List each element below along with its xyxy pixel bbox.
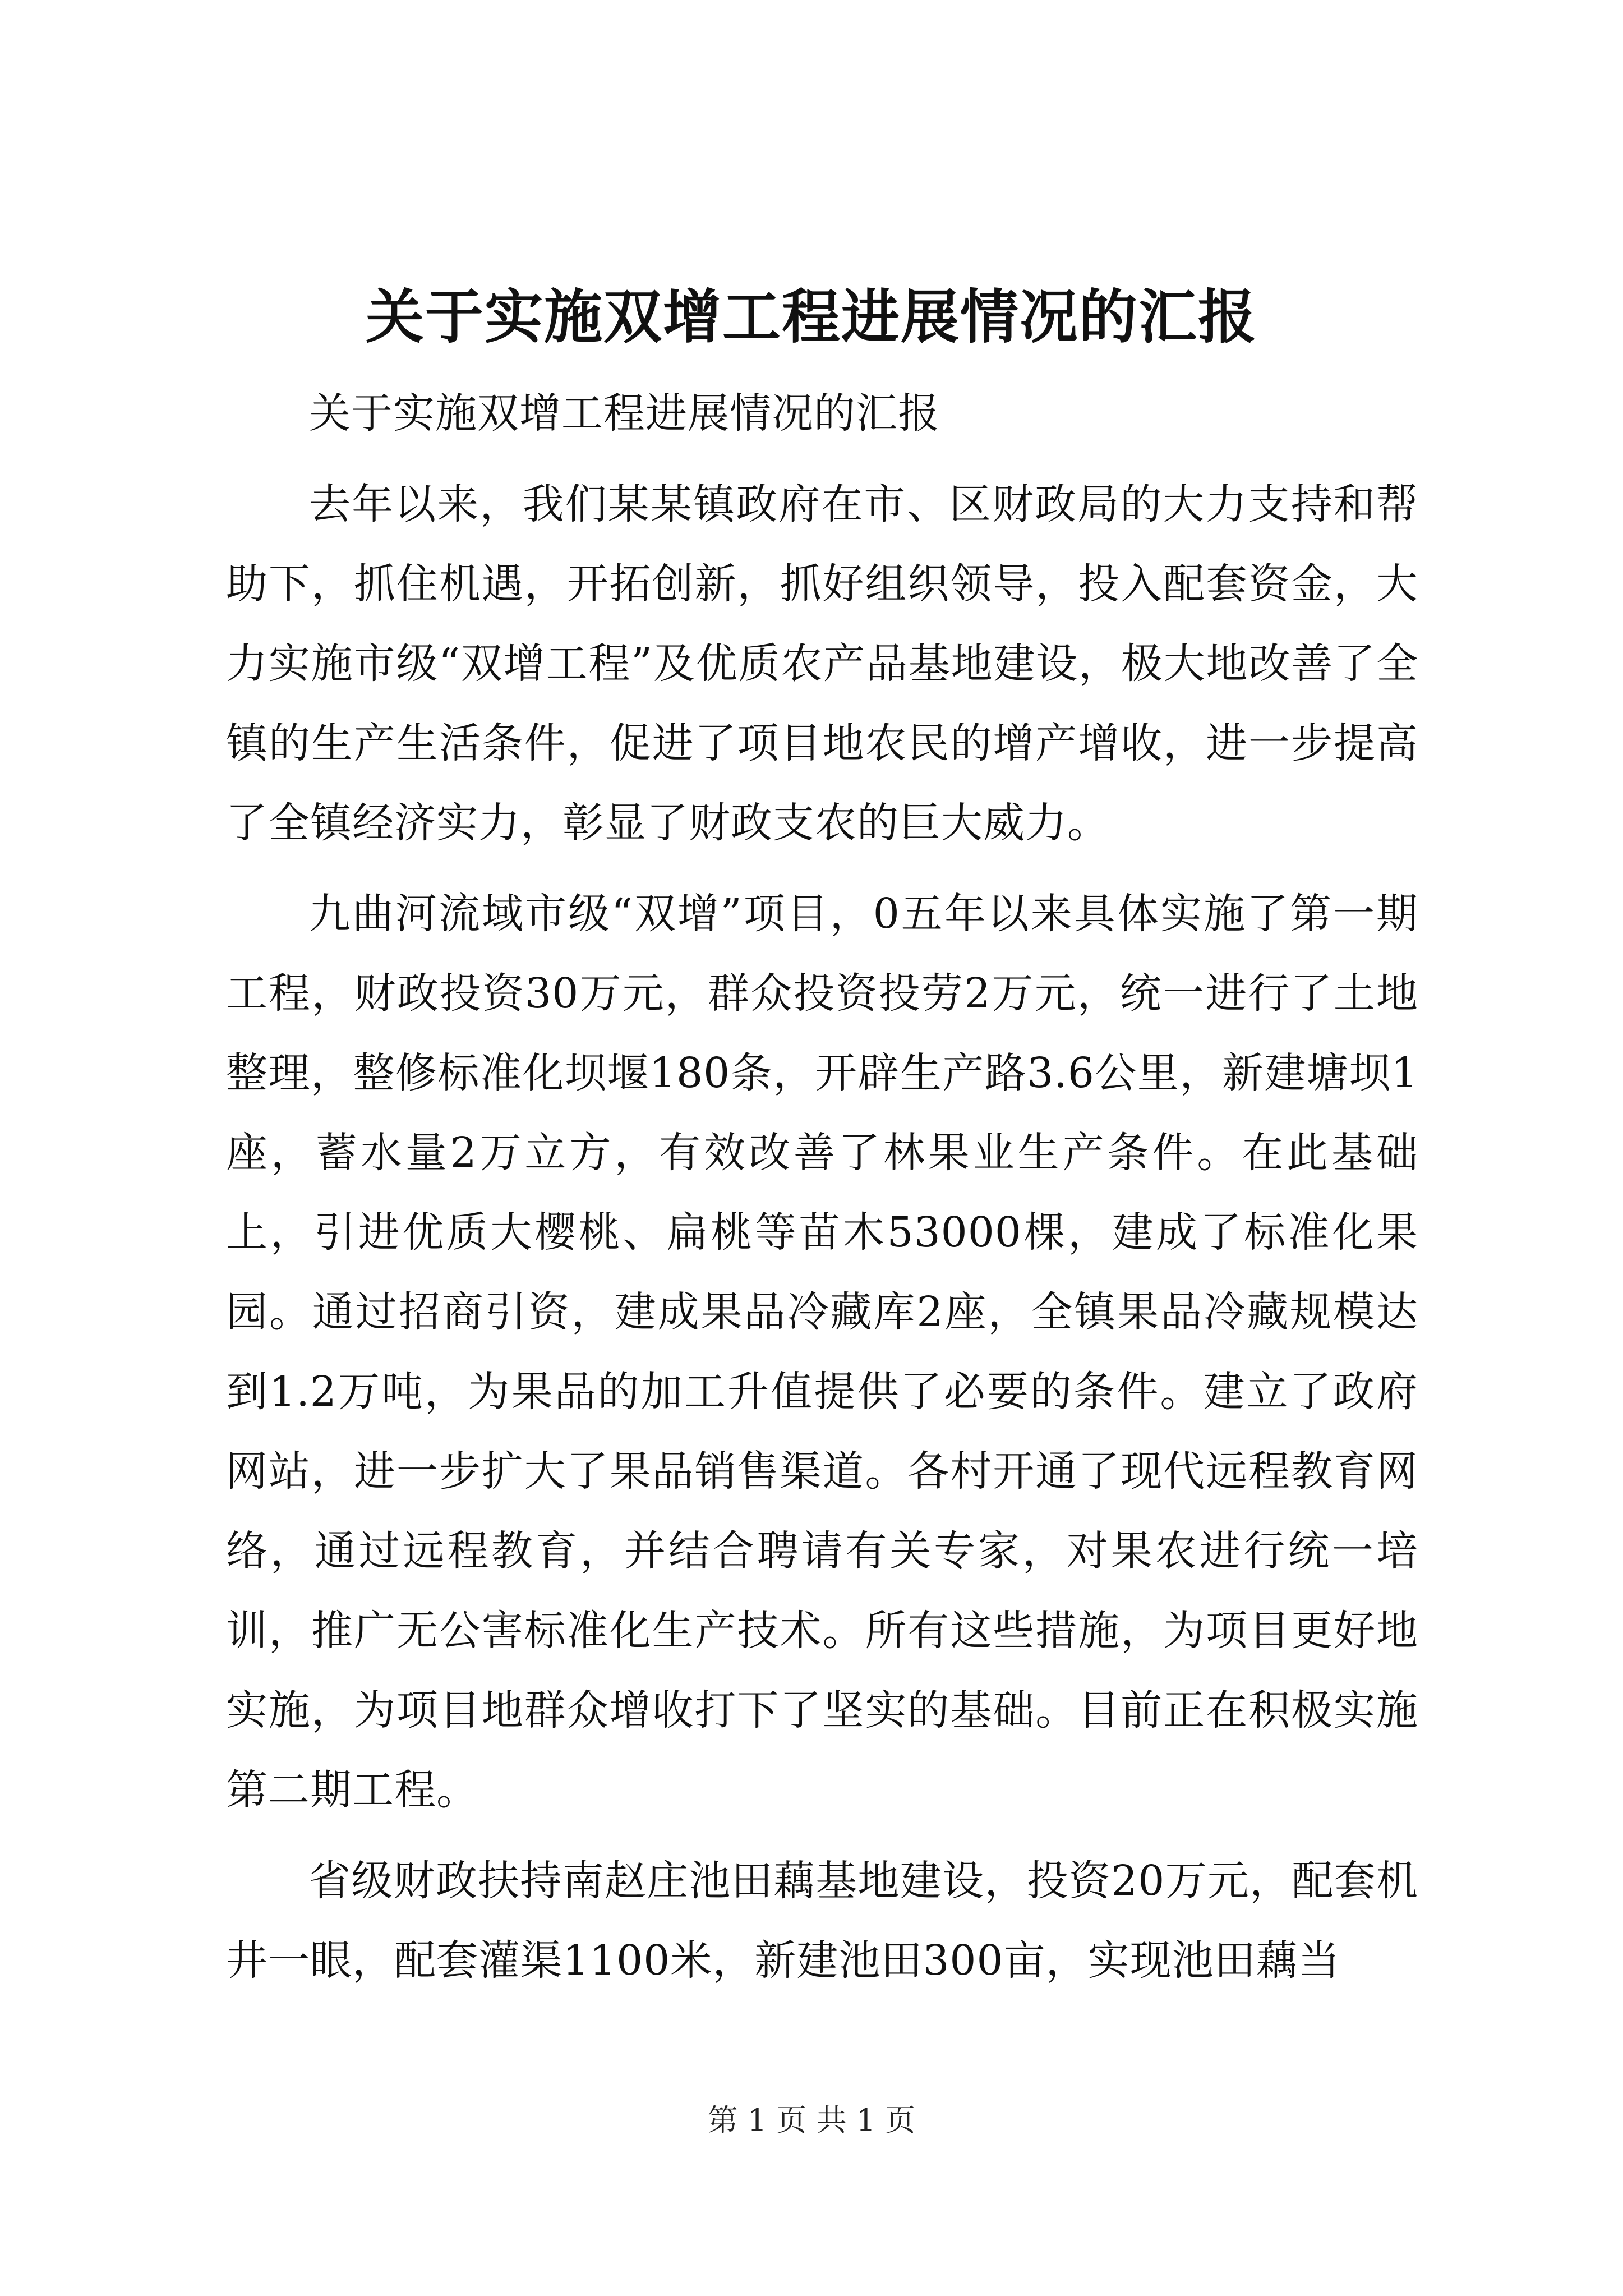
subtitle-paragraph: 关于实施双增工程进展情况的汇报	[309, 389, 940, 438]
page-number-footer: 第 1 页 共 1 页	[707, 2102, 916, 2138]
body-paragraph: 九曲河流域市级“双增”项目，0五年以来具体实施了第一期工程，财政投资30万元，群众投资投劳2万元，统一进行了土地整理，整修标准化坝堰180条，开辟生产路3.6公里，新建塘坝1座，蓄水量2万立方，有效改善了林果业生产条件。在此基础上，引进优质大樱桃、扁桃等苗木53000棵，建成了标准化果园。通过招商引资，建成果品冷藏库2座，全镇果品冷藏规模达到1.2万吨，为果品的加工升值提供了必要的条件。建立了政府网站，进一步扩大了果品销售渠道。各村开通了现代远程教育网络，通过远程教育，并结合聘请有关专家，对果农进行统一培训，推广无公害标准化生产技术。所有这些措施，为项目更好地实施，为项目地群众增收打下了坚实的基础。目前正在积极实施第二期工程。	[226, 890, 1418, 1814]
document-body	[226, 374, 1418, 2012]
body-paragraph: 省级财政扶持南赵庄池田藕基地建设，投资20万元，配套机井一眼，配套灌渠1100米，新建池田300亩，实现池田藕当	[226, 1857, 1418, 1985]
body-paragraph: 去年以来，我们某某镇政府在市、区财政局的大力支持和帮助下，抓住机遇，开拓创新，抓好组织领导，投入配套资金，大力实施市级“双增工程”及优质农产品基地建设，极大地改善了全镇的生产生活条件，促进了项目地农民的增产增收，进一步提高了全镇经济实力，彰显了财政支农的巨大威力。	[226, 480, 1418, 847]
document-title: 关于实施双增工程进展情况的汇报	[365, 282, 1257, 351]
